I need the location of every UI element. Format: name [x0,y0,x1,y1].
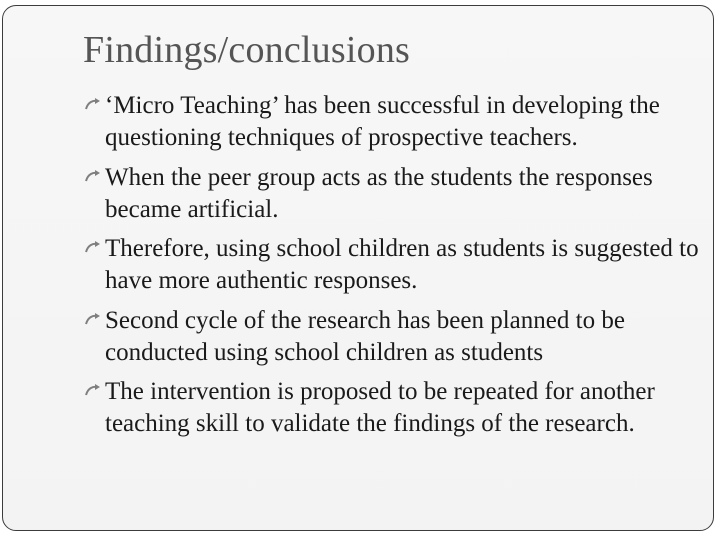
bullet-text: The intervention is proposed to be repeated for another teaching skill to validate the findings of the research. [105,378,655,437]
bullet-list [85,90,705,448]
slide-frame [2,5,714,531]
bullet-text: ‘Micro Teaching’ has been successful in developing the questioning techniques of prospective teachers. [105,92,660,151]
bullet-text: Therefore, using school children as students is suggested to have more authentic responses. [105,235,699,294]
list-item [85,305,705,369]
list-item [85,162,705,226]
bullet-text: When the peer group acts as the students the responses became artificial. [105,163,653,223]
list-item [85,376,705,440]
slide-title: Findings/conclusions [83,29,411,71]
curved-arrow-bullet-icon [85,312,101,326]
curved-arrow-bullet-icon [85,383,101,397]
curved-arrow-bullet-icon [85,97,101,111]
curved-arrow-bullet-icon [85,169,101,183]
list-item [85,233,705,297]
list-item [85,90,705,154]
curved-arrow-bullet-icon [85,240,101,254]
bullet-text: Second cycle of the research has been planned to be conducted using school children as students [105,306,625,366]
